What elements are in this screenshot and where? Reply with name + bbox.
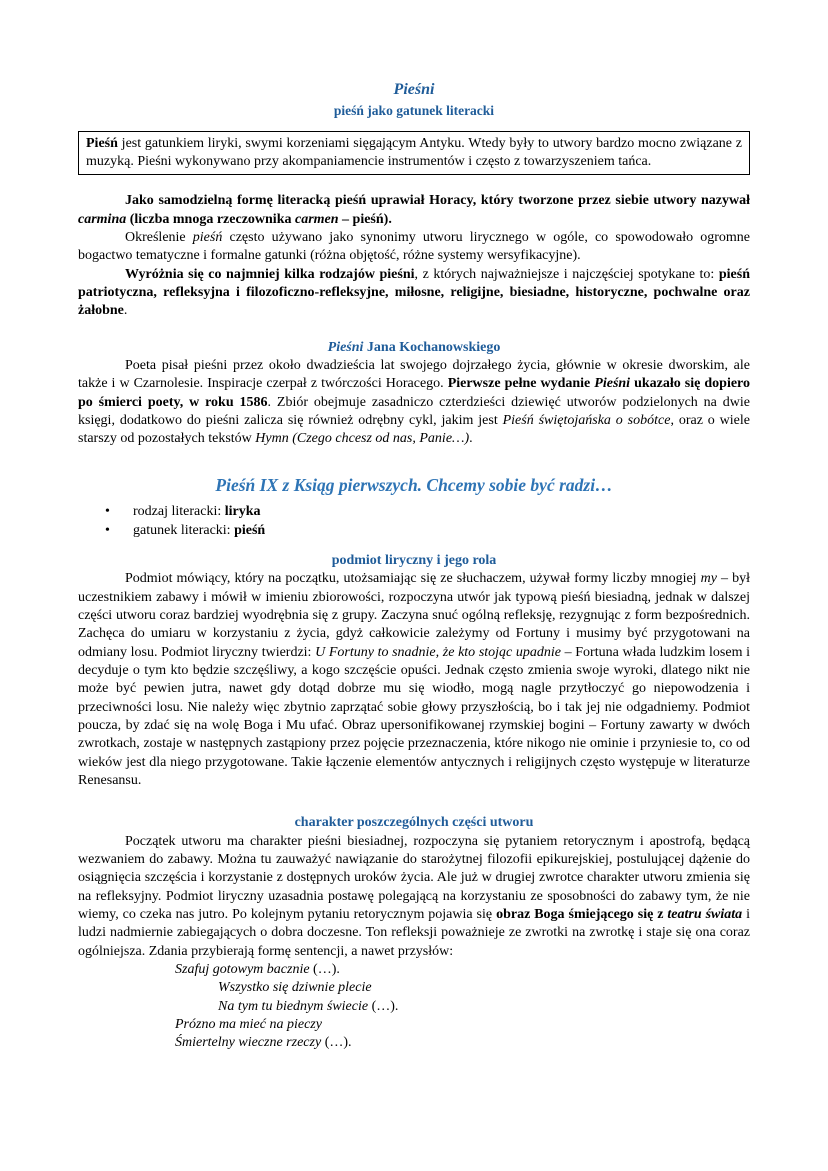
list-item-rodzaj-literacki: • rodzaj literacki: liryka	[105, 503, 750, 521]
list-item-gatunek-literacki: • gatunek literacki: pieśń	[105, 522, 750, 540]
quote-line-prozno: Prózno ma mieć na pieczy	[175, 1017, 322, 1032]
section-heading-podmiot: podmiot liryczny i jego rola	[331, 553, 497, 569]
definition-box	[78, 131, 750, 176]
quote-line-smiertelny: Śmiertelny wieczne rzeczy (…).	[175, 1035, 352, 1051]
quote-line-wszystko: Wszystko się dziwnie plecie	[218, 980, 372, 996]
paragraph-charakter-utworu: Początek utworu ma charakter pieśni biesiadnej, rozpoczyna się pytaniem retorycznym i apostrofą, będącą wezwaniem do zabawy. Można tu zauważyć nawiązanie do starożytnej filozofii epikurejskiej, postulującej dążenie do osiągnięcia szczęścia i korzystanie z dostępnych uroków życia. Ale już w drugiej zwrotce charakter utworu zmienia się na refleksyjny. Podmiot liryczny uzasadnia postawę polegającą na korzystaniu ze sposobności do zabawy tym, że nie wiemy, co czeka nas jutro. Po kolejnym pytaniu retorycznym pojawia się obraz Boga śmiejącego się z teatru świata i ludzi nadmiernie zabiegających o dobra doczesne. Ton refleksji poważnieje ze zwrotki na zwrotkę i staje się ona coraz ogólniejsza. Zdania przybierają formę sentencji, a nawet przysłów:	[78, 833, 751, 959]
document-subtitle: pieśń jako gatunek literacki	[333, 102, 495, 118]
paragraph-horacy: Jako samodzielną formę literacką pieśń uprawiał Horacy, który tworzone przez siebie utwory nazywał carmina (liczba mnoga rzeczownika carmen – pieśń).	[78, 193, 750, 227]
paragraph-okreslenie: Określenie pieśń często używano jako synonimy utworu lirycznego w ogóle, co spowodowało ogromne bogactwo tematyczne i formalne gatunki (różna objętość, różne systemy wersyfikacyjne).	[78, 229, 750, 264]
genre-bullet-list	[78, 503, 750, 540]
quote-line-na-tym: Na tym tu biednym świecie (…).	[218, 998, 399, 1014]
section-heading-kochanowski: Pieśni Jana Kochanowskiego	[327, 339, 501, 355]
section-heading-charakter: charakter poszczególnych części utworu	[294, 815, 534, 831]
paragraph-kochanowski: Poeta pisał pieśni przez około dwadzieścia lat swojego dojrzałego życia, głównie w okresie dworskim, ale także i w Czarnolesie. Inspiracje czerpał z twórczości Horacego. Pierwsze pełne wydanie Pieśni ukazało się dopiero po śmierci poety, w roku 1586. Zbiór obejmuje zasadniczo czterdzieści dziewięć utworów podzielonych na dwie księgi, dodatkowo do pieśni zalicza się również odrębny cykl, jakim jest Pieśń świętojańska o sobótce, oraz o wiele starszy od pozostałych tekstów Hymn (Czego chcesz od nas, Panie…).	[78, 357, 751, 447]
document-title: Pieśni	[393, 81, 435, 98]
section-heading-piesn-ix: Pieśń IX z Ksiąg pierwszych. Chcemy sobie być radzi…	[215, 474, 613, 495]
paragraph-podmiot-liryczny: Podmiot mówiący, który na początku, utożsamiając się ze słuchaczem, używał formy liczby mnogiej my – był uczestnikiem zabawy i mówił w imieniu zbiorowości, rozpoczyna utwór jak typową pieśń biesiadną, jednak w dalszej części utworu coraz bardziej wyodrębnia się z grupy. Zaczyna snuć ogólną refleksję, rezygnując z form bezpośrednich. Zachęca do umiaru w korzystaniu z życia, gdyż całkowicie zależymy od Fortuny i musimy być przygotowani na odmiany losu. Podmiot liryczny twierdzi: U Fortuny to snadnie, że kto stojąc upadnie – Fortuna włada ludzkim losem i decyduje o tym kto będzie szczęśliwy, a kogo szczęście opuści. Jednak często zmienia swoje wyroki, dlatego nikt nie może być pewien jutra, nawet gdy dotąd dobrze mu się wiodło, mogą nagle przytłoczyć go niepowodzenia i przeciwności losu. Nie należy więc zbytnio zaprzątać sobie głowy przyszłością, bo i tak jej nie odgadniemy. Podmiot poucza, by zdać się na wolę Boga i Mu ufać. Obraz upersonifikowanej rzymskiej bogini – Fortuny zawarty w dwóch zwrotkach, zostaje w następnych zastąpiony przez pojęcie przeznaczenia, które nikogo nie ominie i przyniesie to, co od wieków jest dla niego przygotowane. Takie łączenie elementów antycznych i religijnych często występuje w literaturze Renesansu.	[78, 571, 750, 789]
paragraph-rodzaje-piesni: Wyróżnia się co najmniej kilka rodzajów pieśni, z których najważniejsze i najczęściej spotykane to: pieśń patriotyczna, refleksyjna i filozoficzno-refleksyjne, miłosne, religijne, biesiadne, historyczne, pochwalne oraz żałobne.	[78, 266, 750, 319]
definition-text: Pieśń jest gatunkiem liryki, swymi korzeniami sięgającym Antyku. Wtedy były to utwory bardzo mocno związane z muzyką. Pieśni wykonywano przy akompaniamencie instrumentów i często z towarzyszeniem tańca.	[86, 135, 742, 169]
quote-line-szafuj: Szafuj gotowym bacznie (…).	[175, 962, 340, 978]
